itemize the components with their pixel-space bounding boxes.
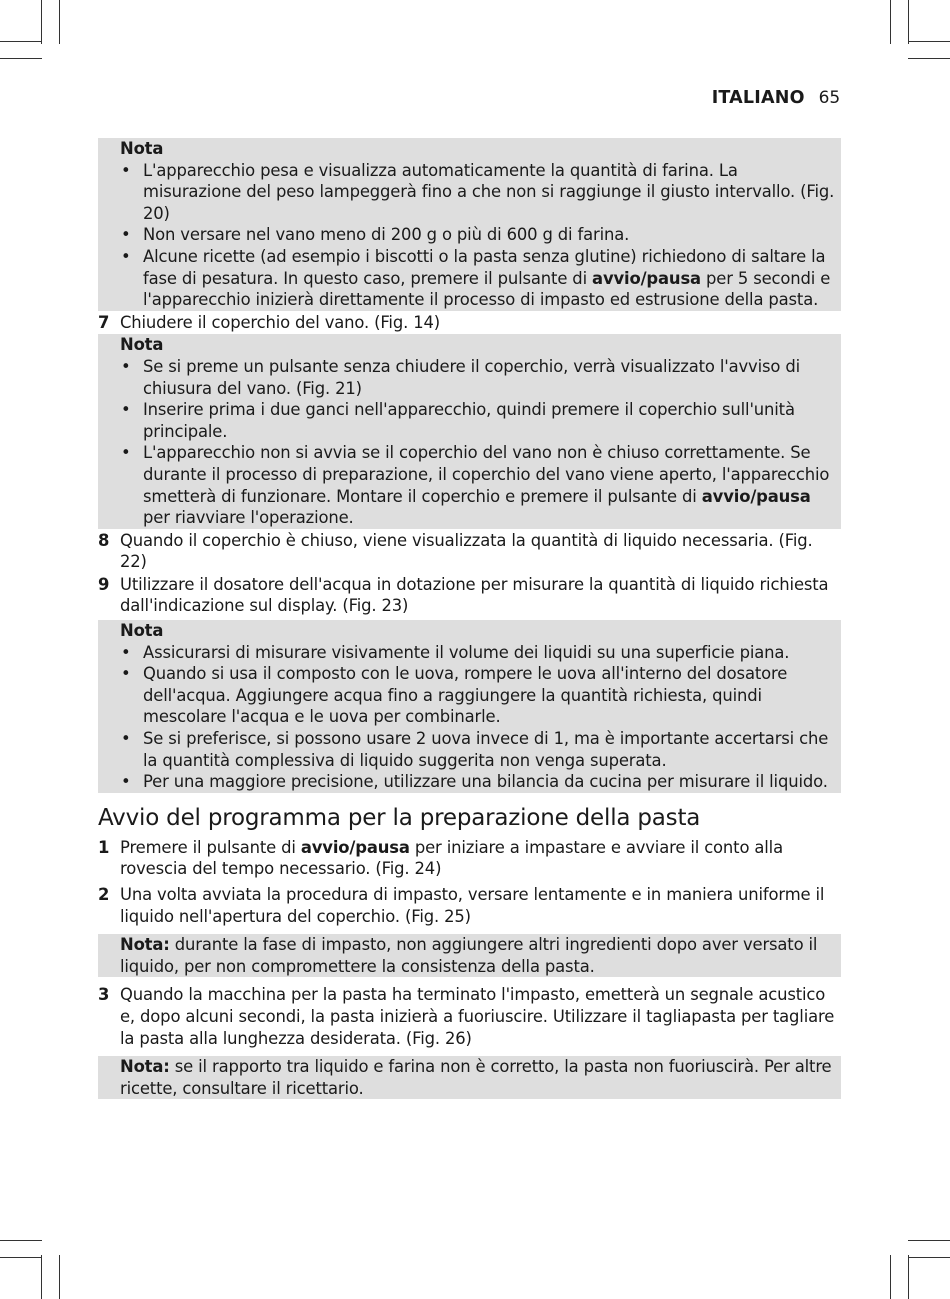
note-item	[120, 663, 839, 728]
crop-mark	[908, 41, 950, 42]
step-9	[98, 574, 841, 617]
crop-mark	[0, 58, 42, 59]
note-box	[98, 620, 841, 793]
bullet-icon: •	[121, 225, 131, 245]
button-name: avvio/pausa	[592, 268, 701, 288]
bullet-icon: •	[121, 772, 131, 792]
section-heading: Avvio del programma per la preparazione della pasta	[98, 804, 701, 831]
bullet-icon: •	[121, 729, 131, 749]
note-item-text: L'apparecchio pesa e visualizza automaticamente la quantità di farina. La misurazione del peso lampeggerà fino a che non si raggiunge il giusto intervallo. (Fig. 20)	[143, 160, 835, 223]
note-item	[120, 246, 839, 311]
step-number: 7	[98, 312, 110, 332]
note-title: Nota	[120, 621, 164, 641]
bullet-icon: •	[121, 246, 131, 266]
step-1	[98, 837, 841, 880]
crop-mark	[908, 1257, 950, 1258]
note-item	[120, 771, 839, 793]
note-box	[98, 1056, 841, 1099]
step-7	[98, 312, 841, 334]
note-box	[98, 138, 841, 311]
page-content	[98, 138, 841, 1099]
note-list	[120, 160, 839, 311]
bullet-icon: •	[121, 642, 131, 662]
crop-mark	[0, 1257, 42, 1258]
language-label: ITALIANO	[711, 88, 805, 108]
note-box	[98, 934, 841, 977]
step-text-part: Premere il pulsante di	[120, 837, 301, 857]
crop-mark	[908, 0, 909, 44]
step-number: 2	[98, 885, 110, 904]
note-item-text: Se si preme un pulsante senza chiudere il coperchio, verrà visualizzato l'avviso di chiusura del vano. (Fig. 21)	[143, 356, 800, 398]
crop-mark	[0, 41, 42, 42]
note-title: Nota	[120, 335, 164, 355]
step-text	[120, 837, 841, 880]
bullet-icon: •	[121, 400, 131, 420]
crop-mark	[59, 1255, 60, 1299]
note-item	[120, 399, 839, 442]
crop-mark	[41, 0, 42, 44]
step-number: 3	[98, 985, 110, 1005]
step-number: 8	[98, 530, 110, 550]
crop-mark	[890, 0, 891, 44]
note-item	[120, 160, 839, 225]
note-text: se il rapporto tra liquido e farina non è corretto, la pasta non fuoriuscirà. Per altre ricette, consultare il ricettario.	[120, 1057, 832, 1098]
bullet-icon: •	[121, 356, 131, 376]
note-item-text: per riavviare l'operazione.	[143, 508, 354, 528]
note-item-text: Assicurarsi di misurare visivamente il volume dei liquidi su una superficie piana.	[143, 642, 790, 662]
step-text: Quando il coperchio è chiuso, viene visualizzata la quantità di liquido necessaria. (Fig. 22)	[120, 530, 813, 572]
crop-mark	[890, 1255, 891, 1299]
page-number: 65	[818, 88, 840, 108]
note-item	[120, 224, 839, 246]
note-list	[120, 642, 839, 793]
note-item-text: per 5 secondi e l'apparecchio inizierà direttamente il processo di impasto ed estrusione della pasta.	[143, 268, 831, 310]
note-item-text: Non versare nel vano meno di 200 g o più di 600 g di farina.	[143, 225, 630, 245]
note-item-text: Se si preferisce, si possono usare 2 uova invece di 1, ma è importante accertarsi che la quantità complessiva di liquido suggerita non venga superata.	[143, 729, 829, 770]
crop-mark	[59, 0, 60, 44]
note-item-text: Quando si usa il composto con le uova, rompere le uova all'interno del dosatore dell'acqua. Aggiungere acqua fino a raggiungere la quantità richiesta, quindi mescolare l'acqua e le uova per combinarle.	[143, 664, 788, 727]
crop-mark	[41, 1255, 42, 1299]
note-item	[120, 442, 839, 528]
bullet-icon: •	[121, 160, 131, 180]
step-text: Una volta avviata la procedura di impasto, versare lentamente e in maniera uniforme il liquido nell'apertura del coperchio. (Fig. 25)	[120, 885, 825, 926]
step-text: Quando la macchina per la pasta ha terminato l'impasto, emetterà un segnale acustico e, dopo alcuni secondi, la pasta inizierà a fuoriuscire. Utilizzare il tagliapasta per tagliare la pasta alla lunghezza desiderata. (Fig. 26)	[120, 985, 835, 1048]
crop-mark	[908, 58, 950, 59]
crop-mark	[908, 1240, 950, 1241]
step-3	[98, 984, 841, 1049]
button-name: avvio/pausa	[701, 486, 811, 506]
note-title: Nota	[120, 139, 164, 158]
step-text: Utilizzare il dosatore dell'acqua in dotazione per misurare la quantità di liquido richiesta dall'indicazione sul display. (Fig. 23)	[120, 574, 829, 616]
note-item	[120, 642, 839, 664]
bullet-icon: •	[121, 443, 131, 463]
note-label: Nota:	[120, 935, 170, 955]
page-header	[712, 88, 840, 110]
note-item	[120, 356, 839, 399]
crop-mark	[908, 1255, 909, 1299]
note-text: durante la fase di impasto, non aggiungere altri ingredienti dopo aver versato il liquido, per non compromettere la consistenza della pasta.	[120, 935, 818, 976]
step-text: Chiudere il coperchio del vano. (Fig. 14)	[120, 312, 441, 332]
note-item-text: Inserire prima i due ganci nell'apparecchio, quindi premere il coperchio sull'unità principale.	[143, 400, 795, 441]
step-text-part: per iniziare a impastare e avviare il conto alla rovescia del tempo necessario. (Fig. 24)	[120, 837, 783, 879]
note-label: Nota:	[120, 1057, 170, 1077]
note-item-text: Alcune ricette (ad esempio i biscotti o la pasta senza glutine) richiedono di saltare la fase di pesatura. In questo caso, premere il pulsante di	[143, 246, 826, 288]
step-8	[98, 530, 841, 573]
note-item-text: L'apparecchio non si avvia se il coperchio del vano non è chiuso correttamente. Se durante il processo di preparazione, il coperchio del vano viene aperto, l'apparecchio smetterà di funzionare. Montare il coperchio e premere il pulsante di	[143, 443, 830, 506]
button-name: avvio/pausa	[300, 837, 410, 857]
step-number: 1	[98, 837, 110, 857]
bullet-icon: •	[121, 664, 131, 684]
crop-mark	[0, 1240, 42, 1241]
note-list	[120, 356, 839, 529]
step-2	[98, 884, 841, 927]
note-item	[120, 728, 839, 771]
step-number: 9	[98, 574, 110, 594]
note-item-text: Per una maggiore precisione, utilizzare una bilancia da cucina per misurare il liquido.	[143, 772, 828, 792]
note-box	[98, 334, 841, 528]
